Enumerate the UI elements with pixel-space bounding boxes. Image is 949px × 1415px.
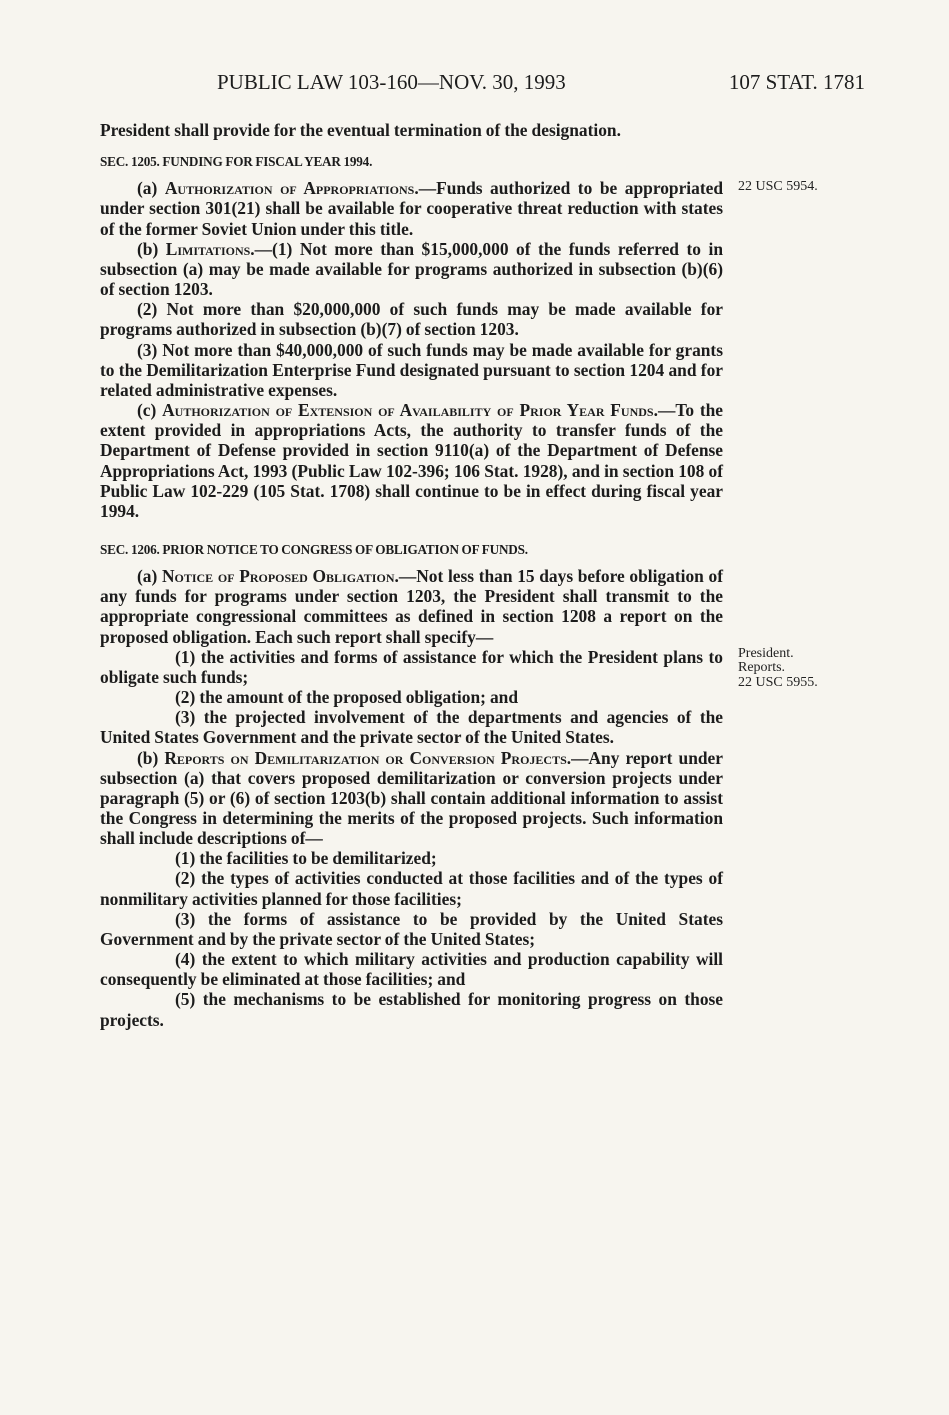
paragraph-1206-b5: (5) the mechanisms to be established for monitoring progress on those projects.: [100, 989, 723, 1030]
paragraph-1206-a1: (1) the activities and forms of assistance for which the President plans to obligate such funds;: [100, 646, 723, 687]
paragraph-1206-b4: (4) the extent to which military activities and production capability will consequently be eliminated at those facilities; and: [100, 949, 723, 990]
paragraph-1205-b2: (2) Not more than $20,000,000 of such funds may be made available for programs authorized in subsection (b)(7) of section 1203.: [100, 299, 723, 340]
section-1205-heading: SEC. 1205. FUNDING FOR FISCAL YEAR 1994.: [100, 154, 373, 170]
stat-page-number: 107 STAT. 1781: [728, 70, 865, 94]
margin-note-president: President.: [738, 646, 794, 661]
subsection-1205-c: (c) Authorization of Extension of Availability of Prior Year Funds.—To the extent provided in appropriations Acts, the authority to transfer funds of the Department of Defense provided in section 9110(a) of the Department of Defense Appropriations Act, 1993 (Public Law 102-396; 106 Stat. 1928), and in section 108 of Public Law 102-229 (105 Stat. 1708) shall continue to be in effect during fiscal year 1994.: [100, 400, 723, 521]
running-title: PUBLIC LAW 103-160—NOV. 30, 1993: [217, 70, 566, 94]
subsection-1205-a: (a) Authorization of Appropriations.—Funds authorized to be appropriated under section 301(21) shall be available for cooperative threat reduction with states of the former Soviet Union under this title.: [100, 178, 724, 239]
subsection-1206-a: (a) Notice of Proposed Obligation.—Not less than 15 days before obligation of any funds for programs under section 1203, the President shall transmit to the appropriate congressional committees as defined in section 1208 a report on the proposed obligation. Each such report shall specify—: [100, 566, 723, 647]
subsection-1206-b: (b) Reports on Demilitarization or Conversion Projects.—Any report under subsection (a) that covers proposed demilitarization or conversion projects under paragraph (5) or (6) of section 1203(b) shall contain additional information to assist the Congress in determining the merits of the proposed projects. Such information shall include descriptions of—: [100, 747, 723, 849]
paragraph-1206-b3: (3) the forms of assistance to be provided by the United States Government and by the private sector of the United States;: [100, 908, 723, 949]
document-body: [100, 120, 723, 1030]
paragraph-1205-b3: (3) Not more than $40,000,000 of such funds may be made available for grants to the Demilitarization Enterprise Fund designated pursuant to section 1204 and for related administrative expenses.: [100, 339, 723, 400]
section-1206-heading: SEC. 1206. PRIOR NOTICE TO CONGRESS OF OBLIGATION OF FUNDS.: [100, 541, 528, 557]
paragraph-1206-a2: (2) the amount of the proposed obligation; and: [175, 687, 519, 708]
paragraph-1206-b2: (2) the types of activities conducted at those facilities and of the types of nonmilitary activities planned for those facilities;: [100, 868, 723, 909]
margin-note-usc-5955: 22 USC 5955.: [738, 675, 818, 690]
continuation-paragraph: President shall provide for the eventual termination of the designation.: [100, 120, 621, 140]
margin-note-usc-5954: 22 USC 5954.: [738, 179, 818, 194]
margin-note-reports: Reports.: [738, 660, 786, 675]
paragraph-1206-b1: (1) the facilities to be demilitarized;: [175, 848, 437, 869]
page-header: [100, 70, 865, 100]
subsection-1205-b: (b) Limitations.—(1) Not more than $15,000,000 of the funds referred to in subsection (a) may be made available for programs authorized in subsection (b)(6) of section 1203.: [100, 238, 723, 300]
paragraph-1206-a3: (3) the projected involvement of the departments and agencies of the United States Government and the private sector of the United States.: [100, 707, 723, 748]
